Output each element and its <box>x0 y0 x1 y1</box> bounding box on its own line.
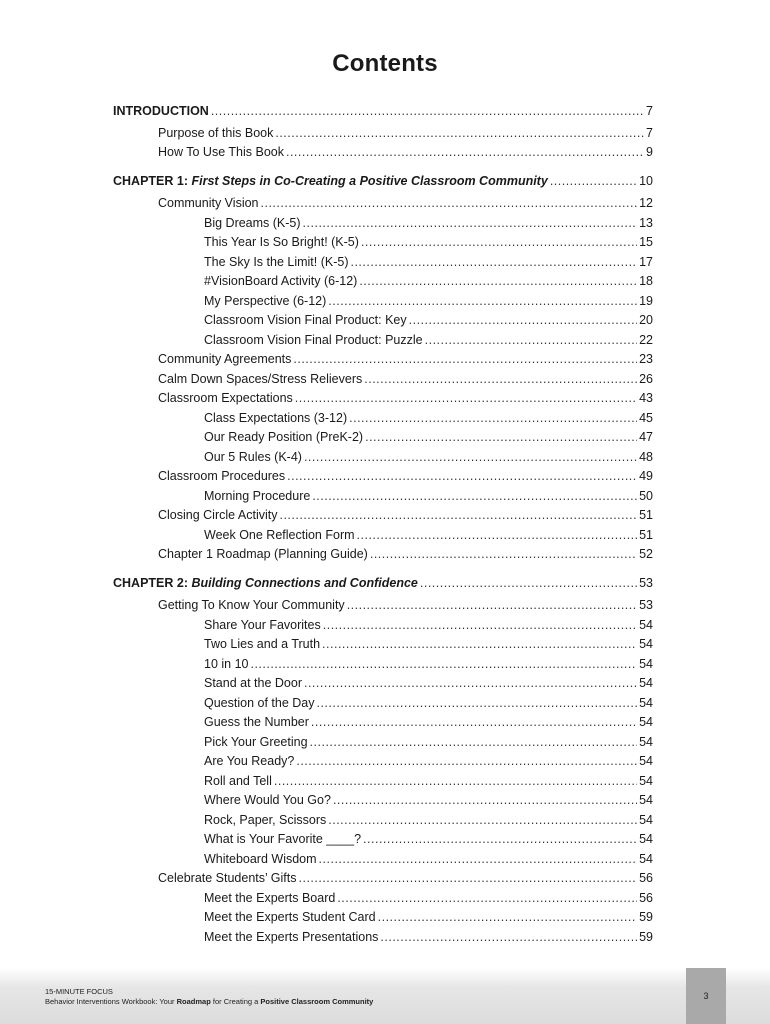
toc-entry <box>204 428 653 448</box>
toc-entry-title: Classroom Vision Final Product: Puzzle <box>204 332 423 347</box>
toc-entry-page: 47 <box>639 430 653 444</box>
toc-entry-title: Celebrate Students’ Gifts <box>158 871 297 885</box>
toc-entry <box>204 772 653 792</box>
toc-entry <box>204 272 653 292</box>
dot-leader <box>261 194 638 214</box>
dot-leader <box>322 635 637 655</box>
dot-leader <box>312 487 637 507</box>
toc-entry-page: 54 <box>639 617 653 632</box>
dot-leader <box>378 908 637 928</box>
toc-entry-label <box>204 772 272 792</box>
toc-entry-label <box>158 506 277 526</box>
toc-entry-label <box>113 172 548 192</box>
toc-entry-title: My Perspective (6-12) <box>204 293 327 308</box>
toc-entry-title: Building Connections and Confidence <box>191 576 418 590</box>
dot-leader <box>303 214 638 234</box>
toc-entry <box>113 574 653 594</box>
toc-entry-title: Community Vision <box>158 196 259 210</box>
toc-entry-page: 50 <box>639 488 653 503</box>
dot-leader <box>359 272 637 292</box>
toc-entry-label <box>204 655 248 675</box>
toc-entry-label <box>158 350 291 370</box>
dot-leader <box>349 409 637 429</box>
toc-entry <box>204 733 653 753</box>
dot-leader <box>409 311 637 331</box>
toc-entry-title: Community Agreements <box>158 352 292 366</box>
toc-entry <box>204 889 653 909</box>
toc-entry <box>204 850 653 870</box>
dot-leader <box>275 124 644 144</box>
toc-entry <box>204 791 653 811</box>
toc-entry-label <box>204 908 376 928</box>
toc-entry-page: 54 <box>639 734 653 749</box>
toc-entry-title: The Sky Is the Limit! (K-5) <box>204 254 349 269</box>
toc-entry-title: Our 5 Rules (K-4) <box>204 449 302 464</box>
dot-leader <box>425 331 637 351</box>
toc-entry-page: 54 <box>639 754 653 768</box>
toc-entry <box>204 908 653 928</box>
toc-entry-title: 10 in 10 <box>204 656 249 671</box>
toc-entry-label <box>204 733 308 753</box>
toc-entry-page: 51 <box>639 508 653 522</box>
toc-entry-label <box>204 830 361 850</box>
toc-entry-title: Classroom Expectations <box>158 391 293 405</box>
toc-entry-title: Getting To Know Your Community <box>158 598 345 612</box>
dot-leader <box>279 506 637 526</box>
toc-entry-title: Whiteboard Wisdom <box>204 851 317 866</box>
toc-entry-title: Two Lies and a Truth <box>204 637 321 651</box>
dot-leader <box>310 733 638 753</box>
toc-entry-label <box>204 791 331 811</box>
toc-entry-title: Roll and Tell <box>204 773 272 788</box>
toc-entry <box>204 830 653 850</box>
toc-entry-prefix: CHAPTER 2: <box>113 576 192 590</box>
toc-entry-prefix: CHAPTER 1: <box>113 174 192 188</box>
toc-entry-page: 48 <box>639 449 653 464</box>
toc-entry-page: 18 <box>639 274 653 288</box>
toc-entry-page: 56 <box>639 871 653 885</box>
toc-entry-title: Our Ready Position (PreK-2) <box>204 430 364 444</box>
toc-entry-page: 49 <box>639 469 653 483</box>
toc-entry-title: Chapter 1 Roadmap (Planning Guide) <box>158 547 368 561</box>
toc-entry <box>204 331 653 351</box>
toc-entry-title: Closing Circle Activity <box>158 508 278 522</box>
toc-entry-page: 54 <box>639 832 653 846</box>
toc-entry-label <box>158 389 293 409</box>
dot-leader <box>365 428 637 448</box>
toc-entry-title: This Year Is So Bright! (K-5) <box>204 235 359 249</box>
toc-entry <box>204 811 653 831</box>
dot-leader <box>293 350 637 370</box>
toc-entry <box>204 448 653 468</box>
toc-entry-page: 15 <box>639 235 653 249</box>
dot-leader <box>299 869 638 889</box>
toc-entry-page: 54 <box>639 656 653 671</box>
toc-entry-page: 53 <box>639 576 653 590</box>
toc-entry-label <box>158 545 368 565</box>
toc-entry-page: 54 <box>639 676 653 690</box>
dot-leader <box>380 928 637 948</box>
toc-entry-title: Meet the Experts Board <box>204 890 336 905</box>
toc-entry-label <box>204 889 335 909</box>
toc-entry-page: 7 <box>646 125 653 140</box>
toc-entry-page: 54 <box>639 637 653 651</box>
page-number: 3 <box>686 968 726 1024</box>
toc-entry-label <box>158 596 345 616</box>
toc-entry <box>113 102 653 122</box>
toc-entry-page: 54 <box>639 793 653 807</box>
toc-entry <box>204 214 653 234</box>
toc-entry-page: 54 <box>639 695 653 710</box>
toc-entry-title: Stand at the Door <box>204 676 302 690</box>
toc-entry-page: 20 <box>639 313 653 327</box>
toc-entry-page: 12 <box>639 196 653 210</box>
toc-entry-title: Classroom Procedures <box>158 469 286 483</box>
toc-entry-label <box>158 467 285 487</box>
toc-entry-title: Meet the Experts Student Card <box>204 910 376 924</box>
dot-leader <box>328 292 637 312</box>
dot-leader <box>319 850 638 870</box>
toc-entry-page: 9 <box>646 145 653 159</box>
toc-entry-label <box>204 850 317 870</box>
toc-entry-prefix: INTRODUCTION <box>113 103 209 118</box>
dot-leader <box>286 143 644 163</box>
toc-entry <box>158 194 653 214</box>
toc-entry-title: Where Would You Go? <box>204 793 331 807</box>
dot-leader <box>304 448 637 468</box>
toc-entry <box>204 233 653 253</box>
page-title: Contents <box>332 50 438 77</box>
toc-entry-label <box>204 635 320 655</box>
dot-leader <box>550 172 637 192</box>
dot-leader <box>350 253 637 273</box>
toc-entry-title: What is Your Favorite ____? <box>204 832 362 846</box>
toc-entry <box>204 487 653 507</box>
toc-entry-page: 52 <box>639 547 653 561</box>
toc-entry-page: 13 <box>639 215 653 230</box>
toc-entry-title: Week One Reflection Form <box>204 527 355 542</box>
toc-entry-label <box>204 448 302 468</box>
toc-entry-title: Guess the Number <box>204 715 309 729</box>
toc-entry-title: Meet the Experts Presentations <box>204 929 379 944</box>
toc-entry-page: 19 <box>639 293 653 308</box>
toc-entry-label <box>204 272 357 292</box>
toc-entry-title: Big Dreams (K-5) <box>204 215 301 230</box>
dot-leader <box>296 752 637 772</box>
footer-book-title: Behavior Interventions Workbook: Your Roadmap for Creating a Positive Classroom Community <box>45 997 374 1006</box>
toc-entry-label <box>204 311 407 331</box>
toc-entry <box>204 311 653 331</box>
toc-entry-label <box>158 194 259 214</box>
toc-entry <box>204 409 653 429</box>
toc-entry-page: 51 <box>639 527 653 542</box>
toc-entry-label <box>158 124 273 144</box>
toc-entry <box>158 545 653 565</box>
toc-entry <box>158 143 653 163</box>
dot-leader <box>304 674 637 694</box>
toc-entry-label <box>158 869 297 889</box>
toc-entry-page: 56 <box>639 890 653 905</box>
toc-entry-label <box>204 292 326 312</box>
toc-entry-title: Are You Ready? <box>204 754 295 768</box>
toc-entry <box>204 713 653 733</box>
dot-leader <box>211 102 644 122</box>
toc-entry-page: 7 <box>646 103 653 118</box>
dot-leader <box>361 233 637 253</box>
toc-entry <box>158 389 653 409</box>
toc-entry <box>158 596 653 616</box>
toc-entry <box>204 635 653 655</box>
toc-entry-label <box>204 526 355 546</box>
dot-leader <box>295 389 637 409</box>
toc-entry-label <box>204 811 326 831</box>
toc-entry <box>158 869 653 889</box>
toc-entry-label <box>204 233 359 253</box>
dot-leader <box>364 370 637 390</box>
dot-leader <box>363 830 637 850</box>
toc-entry-page: 17 <box>639 254 653 269</box>
toc-entry-title: Rock, Paper, Scissors <box>204 812 327 827</box>
footer-text <box>45 987 373 1007</box>
dot-leader <box>287 467 637 487</box>
dot-leader <box>311 713 637 733</box>
toc-entry <box>158 124 653 144</box>
toc-entry-page: 10 <box>639 174 653 188</box>
toc-entry-title: Classroom Vision Final Product: Key <box>204 313 407 327</box>
dot-leader <box>357 526 638 546</box>
toc-entry-label <box>204 253 348 273</box>
dot-leader <box>420 574 637 594</box>
toc-entry <box>204 752 653 772</box>
toc-entry <box>204 292 653 312</box>
dot-leader <box>370 545 637 565</box>
toc-entry-title: Question of the Day <box>204 695 315 710</box>
toc-entry-page: 59 <box>639 929 653 944</box>
toc-entry-label <box>204 616 321 636</box>
toc-entry <box>204 253 653 273</box>
dot-leader <box>323 616 637 636</box>
dot-leader <box>328 811 637 831</box>
toc-entry <box>204 616 653 636</box>
toc-entry-page: 43 <box>639 391 653 405</box>
toc-entry-title: Share Your Favorites <box>204 617 321 632</box>
toc-entry-title: Class Expectations (3-12) <box>204 410 348 425</box>
dot-leader <box>333 791 637 811</box>
toc-entry <box>113 172 653 192</box>
toc-entry-title: #VisionBoard Activity (6-12) <box>204 274 358 288</box>
toc-entry-label <box>158 370 362 390</box>
toc-entry-title: How To Use This Book <box>158 145 284 159</box>
dot-leader <box>316 694 637 714</box>
toc-entry <box>158 506 653 526</box>
toc-entry-label <box>204 409 347 429</box>
toc-entry-label <box>204 713 309 733</box>
toc-entry <box>204 928 653 948</box>
toc-entry-page: 54 <box>639 715 653 729</box>
toc-entry-page: 59 <box>639 910 653 924</box>
toc-entry-label <box>204 428 363 448</box>
toc-entry <box>204 526 653 546</box>
dot-leader <box>347 596 637 616</box>
toc-entry-title: Morning Procedure <box>204 488 311 503</box>
toc-entry-page: 54 <box>639 851 653 866</box>
dot-leader <box>274 772 637 792</box>
toc-entry-title: Calm Down Spaces/Stress Relievers <box>158 371 363 386</box>
toc-entry-page: 54 <box>639 773 653 788</box>
toc-entry-title: Pick Your Greeting <box>204 734 308 749</box>
toc-entry-label <box>158 143 284 163</box>
dot-leader <box>250 655 637 675</box>
dot-leader <box>337 889 637 909</box>
footer-series: 15-MINUTE FOCUS <box>45 987 113 996</box>
toc-entry-label <box>113 102 209 122</box>
toc-entry-label <box>204 487 310 507</box>
toc-entry-page: 22 <box>639 332 653 347</box>
toc-entry-page: 26 <box>639 371 653 386</box>
toc-entry <box>158 350 653 370</box>
toc-entry <box>204 694 653 714</box>
toc-entry-page: 54 <box>639 812 653 827</box>
toc-entry-label <box>204 331 423 351</box>
toc-entry <box>158 467 653 487</box>
toc-entry-page: 23 <box>639 352 653 366</box>
toc-entry <box>204 674 653 694</box>
toc-entry <box>204 655 653 675</box>
toc-entry-label <box>113 574 418 594</box>
toc-entry-label <box>204 752 294 772</box>
toc-entry-label <box>204 674 302 694</box>
toc-entry-label <box>204 694 314 714</box>
toc-entry-title: Purpose of this Book <box>158 125 274 140</box>
toc-entry-label <box>204 928 378 948</box>
toc-entry-page: 45 <box>639 410 653 425</box>
toc-entry <box>158 370 653 390</box>
toc-entry-page: 53 <box>639 598 653 612</box>
toc-entry-label <box>204 214 301 234</box>
toc-entry-title: First Steps in Co-Creating a Positive Classroom Community <box>191 174 548 188</box>
